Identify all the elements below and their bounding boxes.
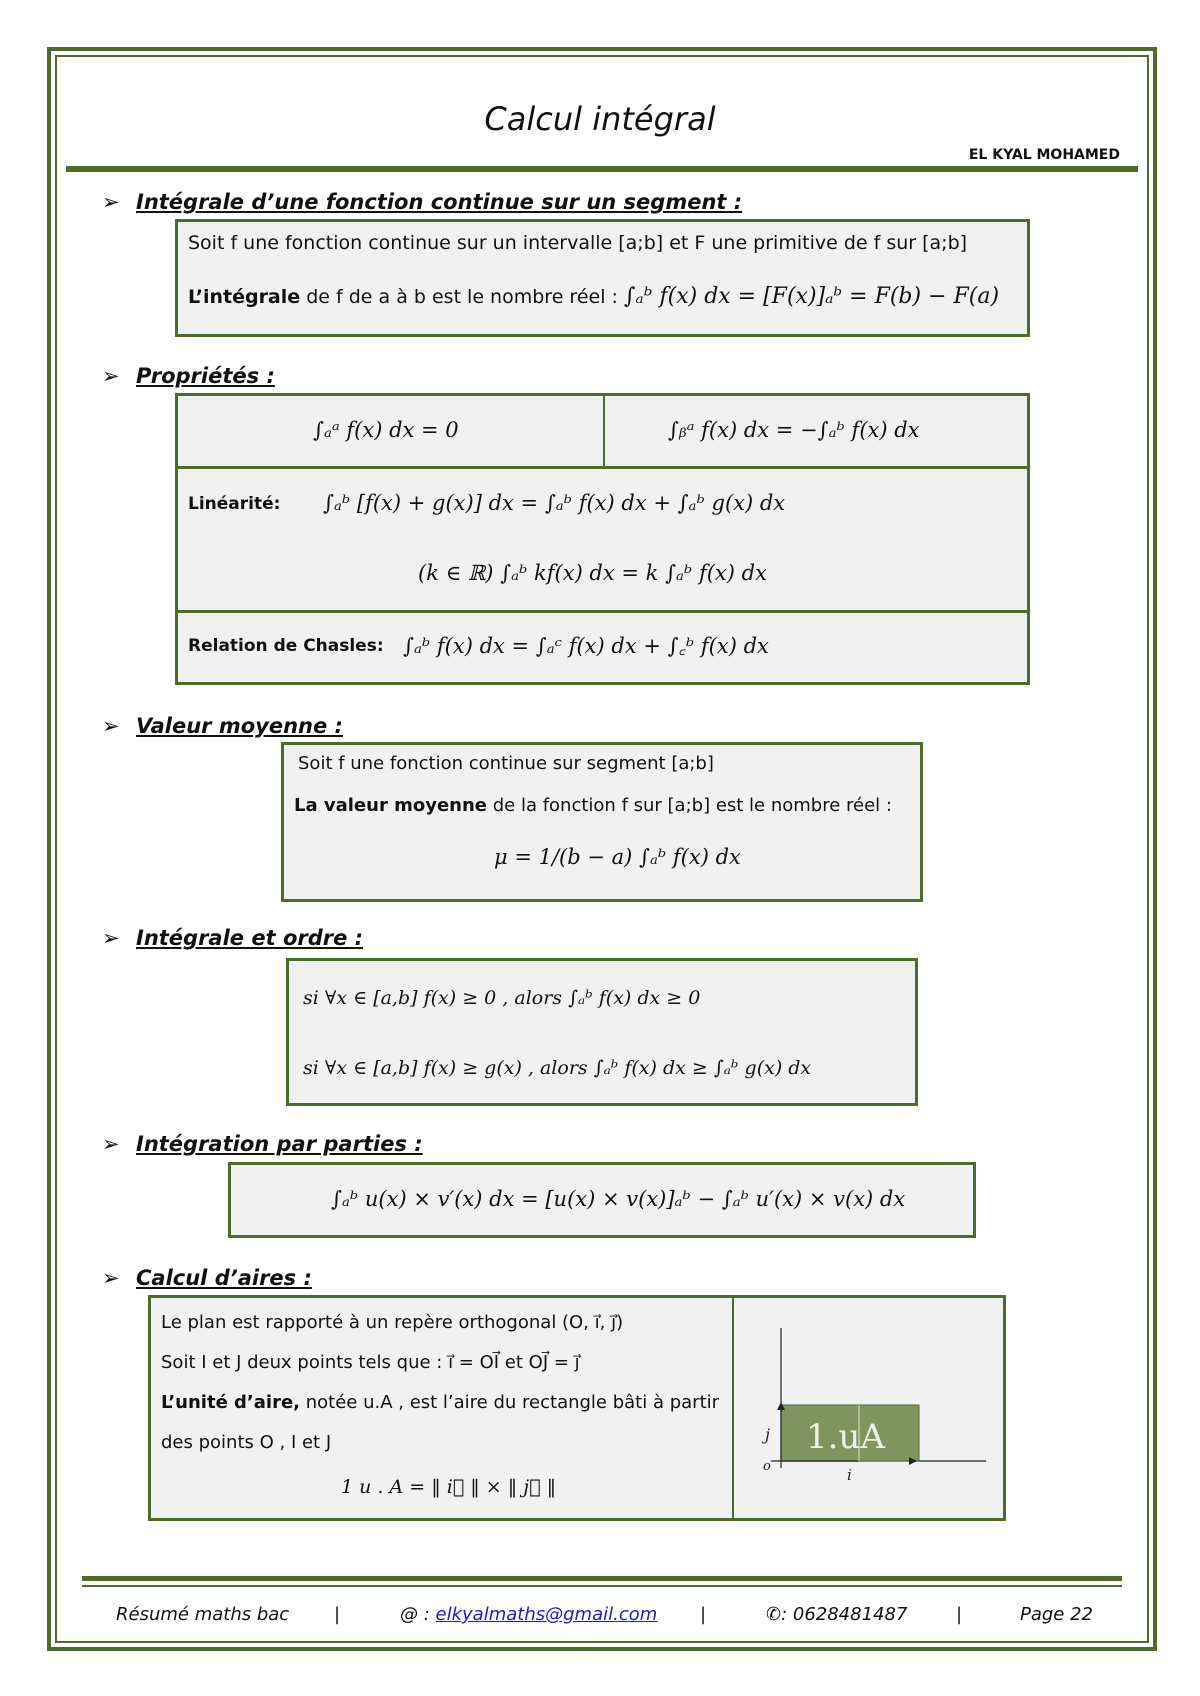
unit-area-label: 1.uA [806, 1417, 885, 1457]
footer-divider-thin [82, 1585, 1122, 1587]
arrow-icon: ➢ [102, 190, 120, 214]
arrow-icon: ➢ [102, 1132, 120, 1156]
area-line-4: des points O , I et J [161, 1432, 332, 1453]
area-box [148, 1295, 1006, 1521]
i-vector-label: i [847, 1466, 852, 1484]
j-vector-label: j [765, 1425, 770, 1444]
definition-line-2: L’intégrale de f de a à b est le nombre réel : ∫ₐᵇ f(x) dx = [F(x)]ₐᵇ = F(b) − F(a) [188, 284, 1000, 309]
table-divider [732, 1298, 734, 1518]
table-divider [603, 396, 605, 466]
arrow-icon: ➢ [102, 364, 120, 388]
section-heading-ordre: ➢ Intégrale et ordre : [102, 926, 364, 950]
linearity-formula-1: ∫ₐᵇ [f(x) + g(x)] dx = ∫ₐᵇ f(x) dx + ∫ₐᵇ g(x) dx [323, 491, 786, 515]
header-divider [66, 166, 1138, 172]
arrow-icon: ➢ [102, 714, 120, 738]
area-line-2: Soit I et J deux points tels que : i⃗ = OI⃗ et OJ⃗ = j⃗ [161, 1352, 580, 1373]
mean-value-box [281, 742, 923, 902]
footer-separator: | [334, 1604, 341, 1625]
chasles-formula: ∫ₐᵇ f(x) dx = ∫ₐᶜ f(x) dx + ∫꜀ᵇ f(x) dx [403, 634, 769, 658]
section-heading-integrale: ➢ Intégrale d’une fonction continue sur un segment : [102, 190, 743, 214]
page-title: Calcul intégral [484, 100, 716, 138]
linearity-label: Linéarité: [188, 494, 281, 514]
table-divider [178, 466, 1027, 469]
footer-separator: | [956, 1604, 963, 1625]
order-box [286, 958, 918, 1106]
author-name: EL KYAL MOHAMED [968, 147, 1120, 163]
definition-box [175, 219, 1030, 337]
page-number: Page 22 [1020, 1604, 1094, 1625]
section-heading-proprietes: ➢ Propriétés : [102, 364, 275, 388]
mean-formula: μ = 1/(b − a) ∫ₐᵇ f(x) dx [494, 845, 741, 869]
property-reversed-bounds: ∫ᵦᵃ f(x) dx = −∫ₐᵇ f(x) dx [668, 418, 920, 442]
table-divider [178, 610, 1027, 613]
unit-area-graph [751, 1318, 991, 1498]
footer-title: Résumé maths bac [116, 1604, 290, 1625]
email-link[interactable]: elkyalmaths@gmail.com [435, 1604, 658, 1625]
section-heading-valeur-moyenne: ➢ Valeur moyenne : [102, 714, 343, 738]
arrow-icon: ➢ [102, 1266, 120, 1290]
area-line-1: Le plan est rapporté à un repère orthogonal (O, i⃗, j⃗) [161, 1312, 624, 1333]
parts-formula: ∫ₐᵇ u(x) × v′(x) dx = [u(x) × v(x)]ₐᵇ − ∫ₐᵇ u′(x) × v(x) dx [331, 1187, 906, 1211]
footer-phone: ✆: 0628481487 [766, 1604, 908, 1625]
arrow-icon: ➢ [102, 926, 120, 950]
properties-table [175, 393, 1030, 685]
origin-label: o [763, 1459, 771, 1474]
definition-line-1: Soit f une fonction continue sur un intervalle [a;b] et F une primitive de f sur [a;b] [188, 232, 968, 254]
footer-email: @ : elkyalmaths@gmail.com [400, 1604, 658, 1625]
mean-line-1: Soit f une fonction continue sur segment [a;b] [298, 753, 714, 774]
order-line-1: si ∀x ∈ [a,b] f(x) ≥ 0 , alors ∫ₐᵇ f(x) dx ≥ 0 [303, 987, 701, 1009]
section-heading-aires: ➢ Calcul d’aires : [102, 1266, 312, 1290]
chasles-label: Relation de Chasles: [188, 636, 384, 656]
area-formula: 1 u . A = ‖ i⃗ ‖ × ‖ j⃗ ‖ [341, 1476, 557, 1498]
area-line-3: L’unité d’aire, notée u.A , est l’aire du rectangle bâti à partir [161, 1392, 720, 1413]
order-line-2: si ∀x ∈ [a,b] f(x) ≥ g(x) , alors ∫ₐᵇ f(x) dx ≥ ∫ₐᵇ g(x) dx [303, 1057, 812, 1079]
section-heading-parties: ➢ Intégration par parties : [102, 1132, 423, 1156]
footer-separator: | [700, 1604, 707, 1625]
parts-box [228, 1162, 976, 1238]
linearity-formula-2: (k ∈ ℝ) ∫ₐᵇ kf(x) dx = k ∫ₐᵇ f(x) dx [418, 561, 767, 585]
property-null-integral: ∫ₐᵃ f(x) dx = 0 [313, 418, 459, 442]
footer-divider [82, 1576, 1122, 1581]
mean-line-2: La valeur moyenne de la fonction f sur [a;b] est le nombre réel : [294, 795, 892, 816]
